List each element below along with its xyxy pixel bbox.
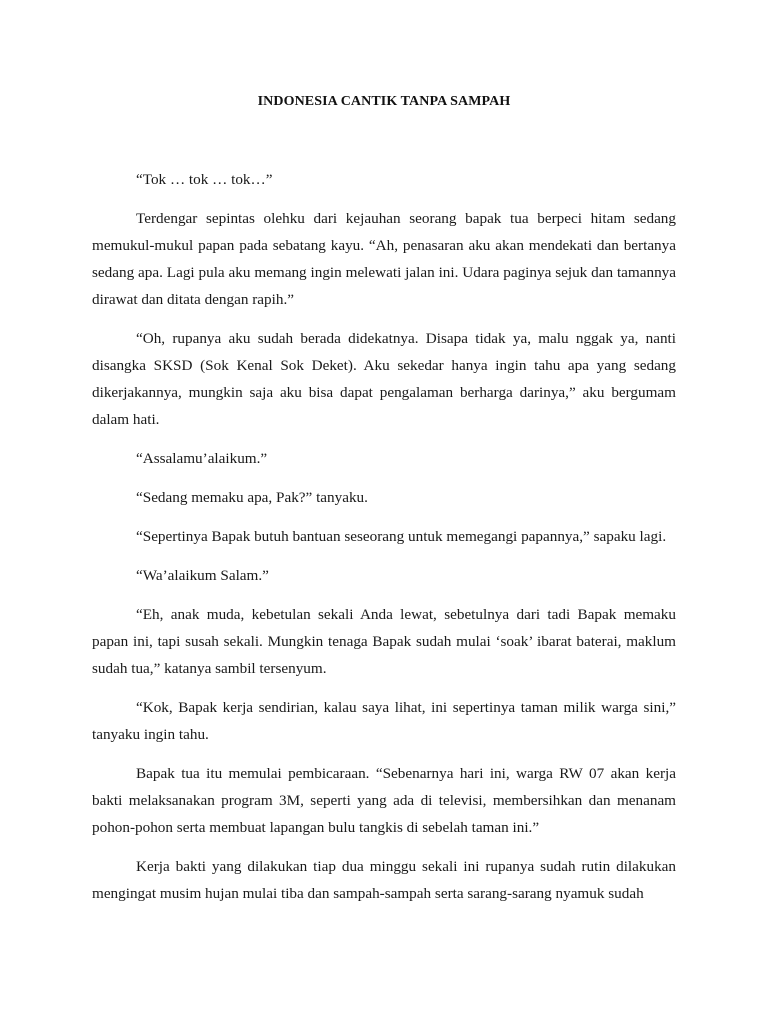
paragraph-9: “Kok, Bapak kerja sendirian, kalau saya lihat, ini sepertinya taman milik warga sini,” tanyaku ingin tahu.: [92, 699, 676, 743]
document-body: [92, 166, 676, 919]
paragraph-11: Kerja bakti yang dilakukan tiap dua minggu sekali ini rupanya sudah rutin dilakukan mengingat musim hujan mulai tiba dan sampah-sampah serta sarang-sarang nyamuk sudah: [92, 858, 676, 902]
paragraph-4: “Assalamu’alaikum.”: [136, 450, 268, 467]
paragraph-8: “Eh, anak muda, kebetulan sekali Anda lewat, sebetulnya dari tadi Bapak memaku papan ini, tapi susah sekali. Mungkin tenaga Bapak sudah mulai ‘soak’ ibarat baterai, maklum sudah tua,” katanya sambil tersenyum.: [92, 606, 676, 677]
document-title: INDONESIA CANTIK TANPA SAMPAH: [257, 94, 511, 109]
paragraph-7: “Wa’alaikum Salam.”: [136, 567, 269, 584]
paragraph-1: “Tok … tok … tok…”: [136, 171, 273, 188]
paragraph-2: Terdengar sepintas olehku dari kejauhan seorang bapak tua berpeci hitam sedang memukul-mukul papan pada sebatang kayu. “Ah, penasaran aku akan mendekati dan bertanya sedang apa. Lagi pula aku memang ingin melewati jalan ini. Udara paginya sejuk dan tamannya dirawat dan ditata dengan rapih.”: [92, 210, 676, 308]
paragraph-10: Bapak tua itu memulai pembicaraan. “Sebenarnya hari ini, warga RW 07 akan kerja bakti melaksanakan program 3M, seperti yang ada di televisi, membersihkan dan menanam pohon-pohon serta membuat lapangan bulu tangkis di sebelah taman ini.”: [92, 765, 676, 836]
paragraph-6: “Sepertinya Bapak butuh bantuan seseorang untuk memegangi papannya,” sapaku lagi.: [136, 528, 667, 545]
paragraph-5: “Sedang memaku apa, Pak?” tanyaku.: [136, 489, 368, 506]
paragraph-3: “Oh, rupanya aku sudah berada didekatnya. Disapa tidak ya, malu nggak ya, nanti disangka SKSD (Sok Kenal Sok Deket). Aku sekedar hanya ingin tahu apa yang sedang dikerjakannya, mungkin saja aku bisa dapat pengalaman berharga darinya,” aku bergumam dalam hati.: [92, 330, 676, 428]
